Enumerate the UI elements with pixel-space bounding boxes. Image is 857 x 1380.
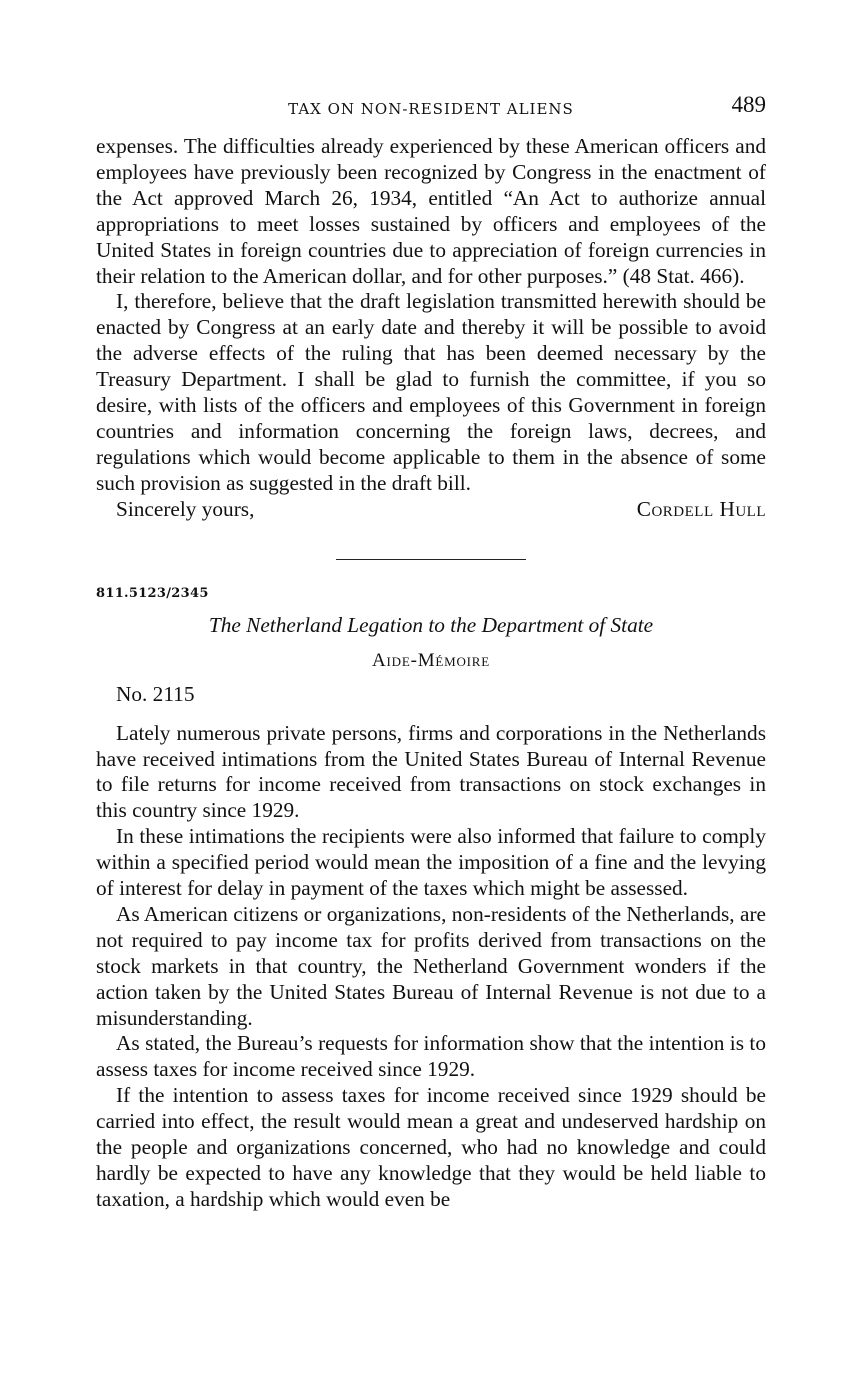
section-divider: [336, 559, 526, 560]
salutation: Sincerely yours,: [116, 496, 255, 521]
memoire-paragraph: As American citizens or organizations, non-residents of the Netherlands, are not required to pay income tax for profits derived from transactions on the stock markets in that country, the Netherland Government wonders if the action taken by the United States Bureau of Internal Revenue is not due to a misunderstanding.: [96, 901, 766, 1030]
running-head: TAX ON NON-RESIDENT ALIENS: [288, 100, 574, 118]
document-title: The Netherland Legation to the Department of State: [208, 612, 654, 637]
document-number: No. 2115: [116, 681, 195, 706]
memoire-paragraph: Lately numerous private persons, firms and corporations in the Netherlands have received intimations from the United States Bureau of Internal Revenue to file returns for income received from transactions on stock exchanges in this country since 1929.: [96, 720, 766, 823]
page-header: [96, 92, 766, 128]
aide-memoire-body: [96, 721, 766, 1213]
memoire-paragraph: As stated, the Bureau’s requests for information show that the intention is to assess taxes for income received since 1929.: [96, 1031, 766, 1082]
document-type: Aide-Mémoire: [371, 649, 491, 671]
page: [96, 92, 766, 1213]
memoire-paragraph: If the intention to assess taxes for income received since 1929 should be carried into effect, the result would mean a great and undeserved hardship on the people and organizations concerned, who had no knowledge and could hardly be expected to have any knowledge that they would be held liable to taxation, a hardship which would even be: [96, 1083, 766, 1211]
signature: Cordell Hull: [636, 496, 766, 521]
letter-paragraph: I, therefore, believe that the draft legislation transmitted herewith should be enacted by Congress at an early date and thereby it will be possible to avoid the adverse effects of the ruling that has been deemed necessary by the Treasury Department. I shall be glad to furnish the committee, if you so desire, with lists of the officers and employees of this Government in foreign countries and information concerning the foreign laws, decrees, and regulations which would become applicable to them in the absence of some such provision as suggested in the draft bill.: [96, 289, 766, 495]
file-number: 811.5123/2345: [96, 585, 209, 601]
memoire-paragraph: In these intimations the recipients were also informed that failure to comply within a specified period would mean the imposition of a fine and the levying of interest for delay in payment of the taxes which might be assessed.: [96, 824, 766, 901]
page-number: 489: [731, 92, 766, 117]
closing: [96, 497, 766, 523]
letter-body: [96, 134, 766, 523]
letter-paragraph: expenses. The difficulties already experienced by these American officers and employees have previously been recognized by Congress in the enactment of the Act approved March 26, 1934, entitled “An Act to authorize annual appropriations to meet losses sustained by officers and employees of the United States in foreign countries due to appreciation of foreign currencies in their relation to the American dollar, and for other purposes.” (48 Stat. 466).: [96, 134, 766, 288]
